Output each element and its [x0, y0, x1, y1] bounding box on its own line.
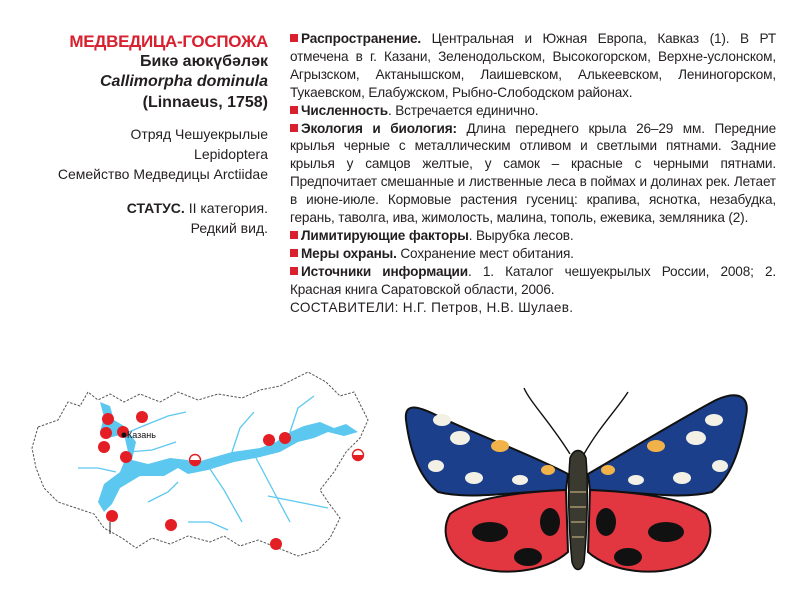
status-description: Редкий вид.	[190, 220, 268, 236]
section-title: Распространение.	[301, 31, 422, 46]
status-category: II категория.	[184, 200, 268, 216]
moth-illustration	[400, 382, 756, 587]
section-sources	[290, 263, 776, 299]
section-abundance	[290, 102, 776, 120]
forewing-left	[406, 408, 568, 496]
section-protection	[290, 245, 776, 263]
section-text: Сохранение мест обитания.	[396, 245, 574, 261]
section-text: . Встречается единично.	[387, 102, 539, 118]
status-label: СТАТУС.	[126, 200, 185, 216]
section-text: . Вырубка лесов.	[468, 227, 574, 243]
record-marker	[165, 519, 177, 531]
section-text: Центральная и Южная Европа, Кавказ (1). В РТ отмечена в г. Казани, Зеленодольском, Высокогорском, Верхне-услонском, Агрызском, Актанышском, Лаишевском, Алькеевском, Лениногорском, Тукаевском, Елабужском, Рыбно-Слободском районах.	[290, 31, 776, 100]
city-label: Казань	[127, 430, 156, 440]
taxonomy-block	[20, 124, 268, 184]
status-block	[20, 198, 268, 238]
section-title: Экология и биология:	[301, 120, 457, 136]
section-title: Меры охраны.	[301, 245, 397, 261]
section-title: Численность	[301, 102, 388, 118]
record-marker	[98, 441, 110, 453]
record-marker	[106, 510, 118, 522]
bullet-square-icon	[290, 267, 298, 275]
moth-body	[569, 451, 588, 570]
section-compilers	[290, 299, 776, 317]
bullet-square-icon	[290, 249, 298, 257]
record-marker	[120, 451, 132, 463]
order-lat: Lepidoptera	[194, 146, 268, 162]
section-text: . 1. Каталог чешуекрылых России, 2008; 2. Красная книга Саратовской области, 2006.	[290, 263, 777, 297]
species-tatar-name: Бикә аюкүбәләк	[139, 53, 268, 70]
city-kazan	[122, 430, 157, 440]
record-marker	[102, 413, 114, 425]
order-ru: Отряд Чешуекрылые	[130, 126, 268, 142]
record-marker	[279, 432, 291, 444]
species-latin-name: Callimorpha dominula	[99, 73, 268, 90]
record-marker	[100, 427, 112, 439]
bullet-square-icon	[290, 106, 298, 114]
record-marker	[270, 538, 282, 550]
section-distribution	[290, 30, 776, 102]
section-ecology	[290, 120, 776, 227]
distribution-map	[28, 372, 374, 562]
bullet-square-icon	[290, 231, 298, 239]
city-dot	[122, 433, 127, 438]
species-header	[20, 32, 268, 238]
species-author: (Linnaeus, 1758)	[142, 94, 268, 111]
species-description	[290, 30, 776, 317]
section-title: Лимитирующие факторы	[301, 227, 469, 243]
forewing-right	[588, 395, 747, 495]
section-title: Источники информации	[301, 263, 468, 279]
species-russian-name: МЕДВЕДИЦА-ГОСПОЖА	[69, 32, 268, 51]
compilers-text: Н.Г. Петров, Н.В. Шулаев.	[398, 299, 574, 315]
antennae	[524, 388, 628, 454]
section-limiting	[290, 227, 776, 245]
bullet-square-icon	[290, 124, 298, 132]
family: Семейство Медведицы Arctiidae	[57, 166, 268, 182]
record-marker	[263, 434, 275, 446]
bullet-square-icon	[290, 34, 298, 42]
section-text: Длина переднего крыла 26–29 мм. Передние крылья черные с металлическим отливом и светлыми пятнами. Задние крылья у самцов желтые, у самок – красные с черными пятнами. Предпочитает смешанные и лиственные леса в поймах и долинах рек. Летает в июне-июле. Кормовые растения гусениц: крапива, яснотка, незабудка, герань, таволга, ива, жимолость, малина, тополь, ежевика, земляника (2).	[290, 120, 777, 226]
record-marker	[136, 411, 148, 423]
compilers-label: СОСТАВИТЕЛИ:	[290, 299, 399, 315]
